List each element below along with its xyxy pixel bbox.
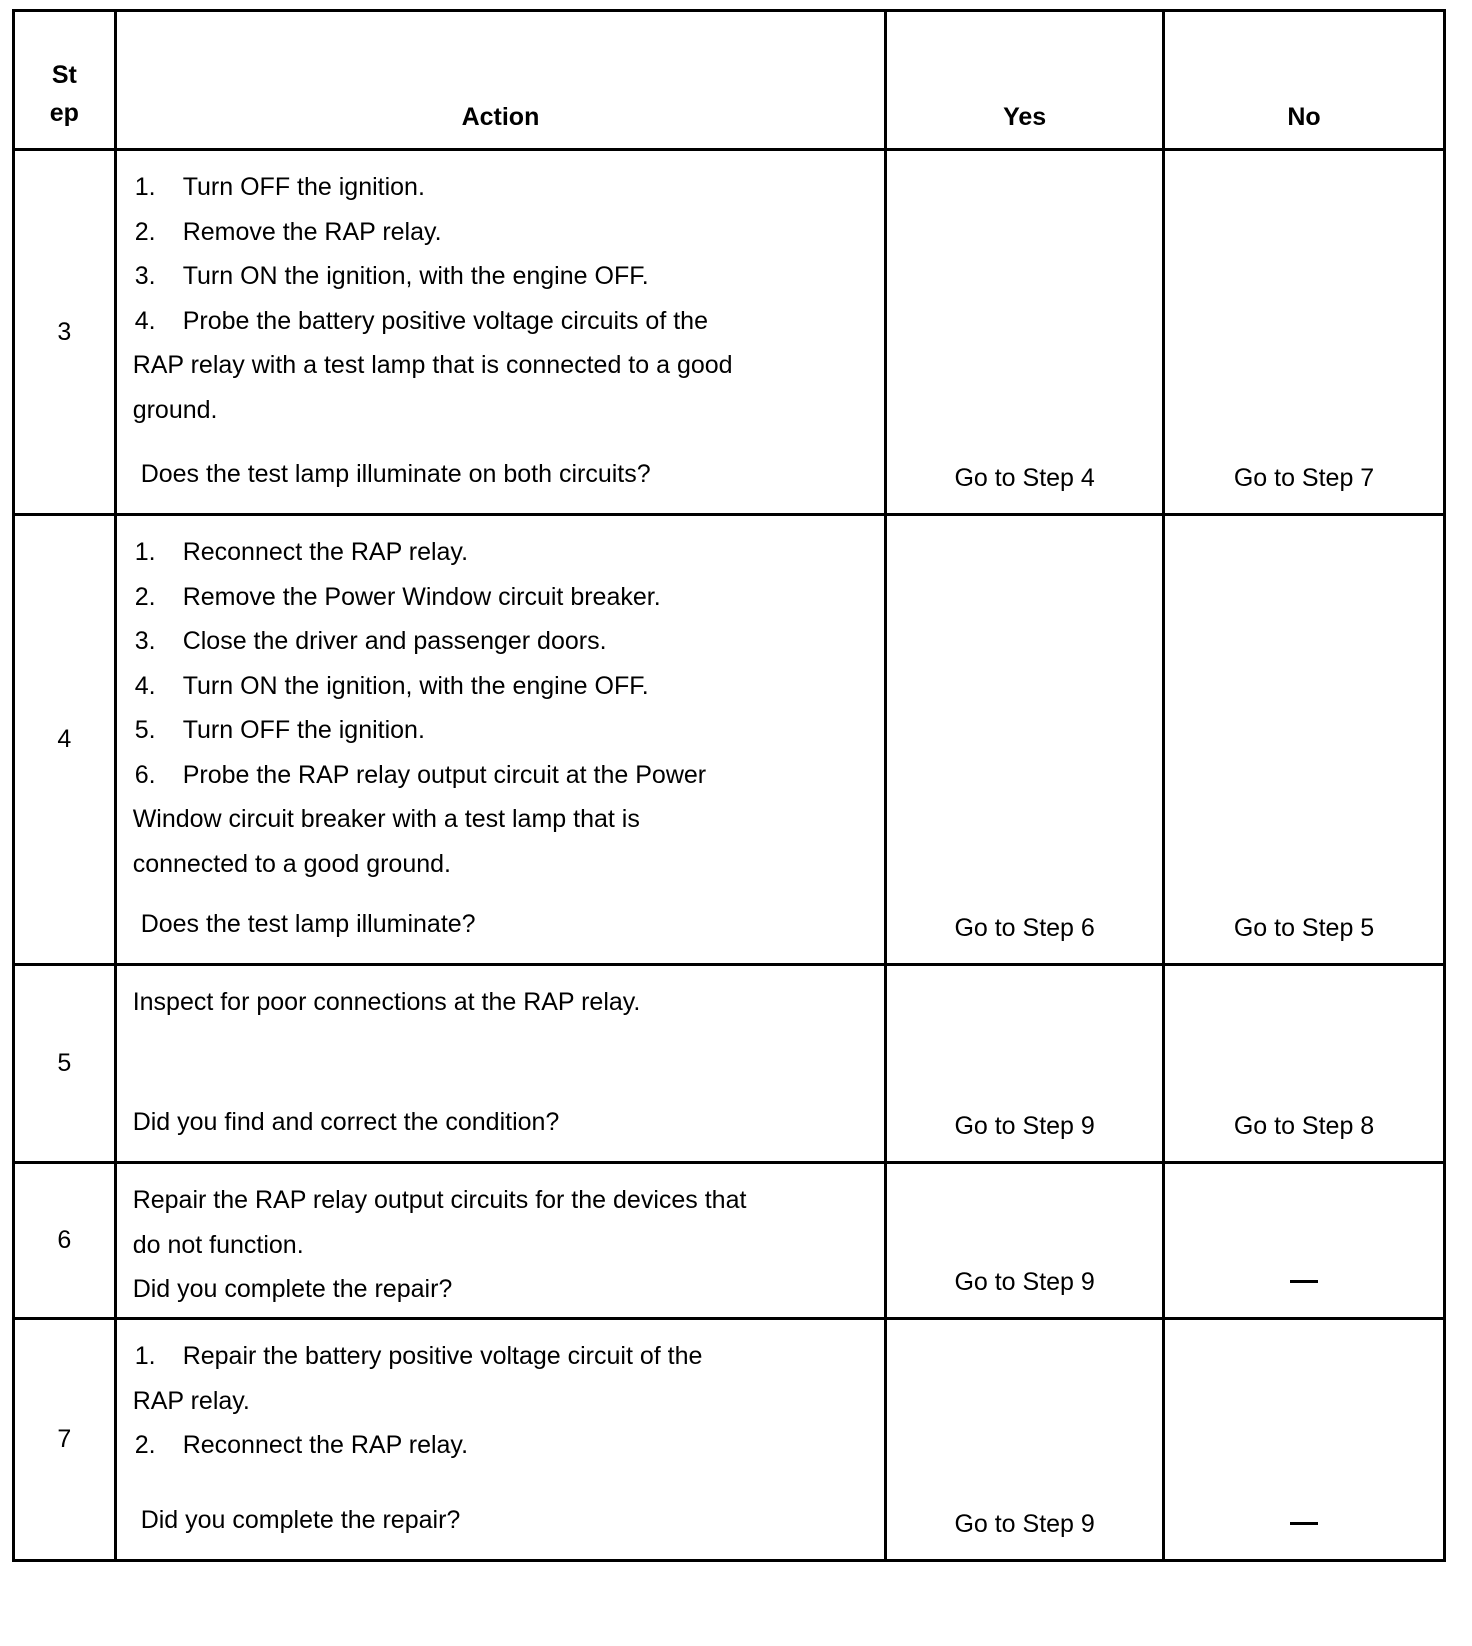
yes-result: Go to Step 4 — [886, 150, 1164, 515]
step-number: 7 — [14, 1319, 116, 1561]
table-row — [14, 1163, 1445, 1319]
action-cell — [115, 965, 886, 1163]
continuation-line: ground. — [132, 395, 218, 424]
no-result: Go to Step 7 — [1164, 150, 1445, 515]
step-number: 5 — [14, 965, 116, 1163]
list-item: 4. Probe the battery positive voltage circuits of the — [134, 306, 708, 335]
em-dash — [1290, 1280, 1318, 1283]
question-text: Does the test lamp illuminate on both circuits? — [140, 459, 651, 488]
action-cell — [115, 150, 886, 515]
continuation-line: connected to a good ground. — [132, 849, 451, 878]
yes-result: Go to Step 6 — [886, 515, 1164, 965]
action-text: do not function. — [132, 1230, 304, 1259]
diagnostic-table — [12, 9, 1446, 1562]
step-number: 4 — [14, 515, 116, 965]
list-item: 3. Close the driver and passenger doors. — [134, 627, 607, 655]
no-result — [1164, 1319, 1445, 1561]
question-text: Did you find and correct the condition? — [132, 1107, 560, 1136]
action-cell — [115, 515, 886, 965]
no-result: Go to Step 8 — [1164, 965, 1445, 1163]
no-result — [1164, 1163, 1445, 1319]
em-dash — [1290, 1522, 1318, 1525]
header-row — [14, 11, 1445, 150]
action-text: Inspect for poor connections at the RAP relay. — [132, 988, 641, 1016]
list-item: 1. Reconnect the RAP relay. — [134, 538, 469, 566]
action-cell — [115, 1319, 886, 1561]
no-result: Go to Step 5 — [1164, 515, 1445, 965]
continuation-line: Window circuit breaker with a test lamp that is — [132, 805, 640, 833]
action-column-header: Action — [115, 11, 886, 150]
yes-result: Go to Step 9 — [886, 1319, 1164, 1561]
question-text: Did you complete the repair? — [132, 1275, 453, 1303]
continuation-line: RAP relay. — [132, 1386, 250, 1415]
list-item: 5. Turn OFF the ignition. — [134, 716, 425, 744]
action-text: Repair the RAP relay output circuits for the devices that — [132, 1186, 747, 1214]
table-row — [14, 150, 1445, 515]
list-item: 2. Reconnect the RAP relay. — [134, 1431, 469, 1459]
list-item: 1. Turn OFF the ignition. — [134, 173, 425, 201]
action-cell — [115, 1163, 886, 1319]
list-item: 2. Remove the Power Window circuit breaker. — [134, 582, 661, 611]
list-item: 1. Repair the battery positive voltage circuit of the — [134, 1342, 703, 1370]
step-number: 3 — [14, 150, 116, 515]
list-item: 6. Probe the RAP relay output circuit at the Power — [134, 760, 707, 789]
yes-column-header: Yes — [886, 11, 1164, 150]
step-number: 6 — [14, 1163, 116, 1319]
list-item: 3. Turn ON the ignition, with the engine OFF. — [134, 262, 649, 290]
step-column-header: St ep — [14, 11, 116, 150]
list-item: 2. Remove the RAP relay. — [134, 217, 442, 246]
table-row — [14, 1319, 1445, 1561]
no-column-header: No — [1164, 11, 1445, 150]
continuation-line: RAP relay with a test lamp that is connected to a good — [132, 351, 733, 379]
yes-result: Go to Step 9 — [886, 965, 1164, 1163]
table-row — [14, 965, 1445, 1163]
question-text: Does the test lamp illuminate? — [140, 909, 476, 938]
question-text: Did you complete the repair? — [140, 1505, 461, 1534]
table-row — [14, 515, 1445, 965]
yes-result: Go to Step 9 — [886, 1163, 1164, 1319]
list-item: 4. Turn ON the ignition, with the engine OFF. — [134, 671, 649, 700]
